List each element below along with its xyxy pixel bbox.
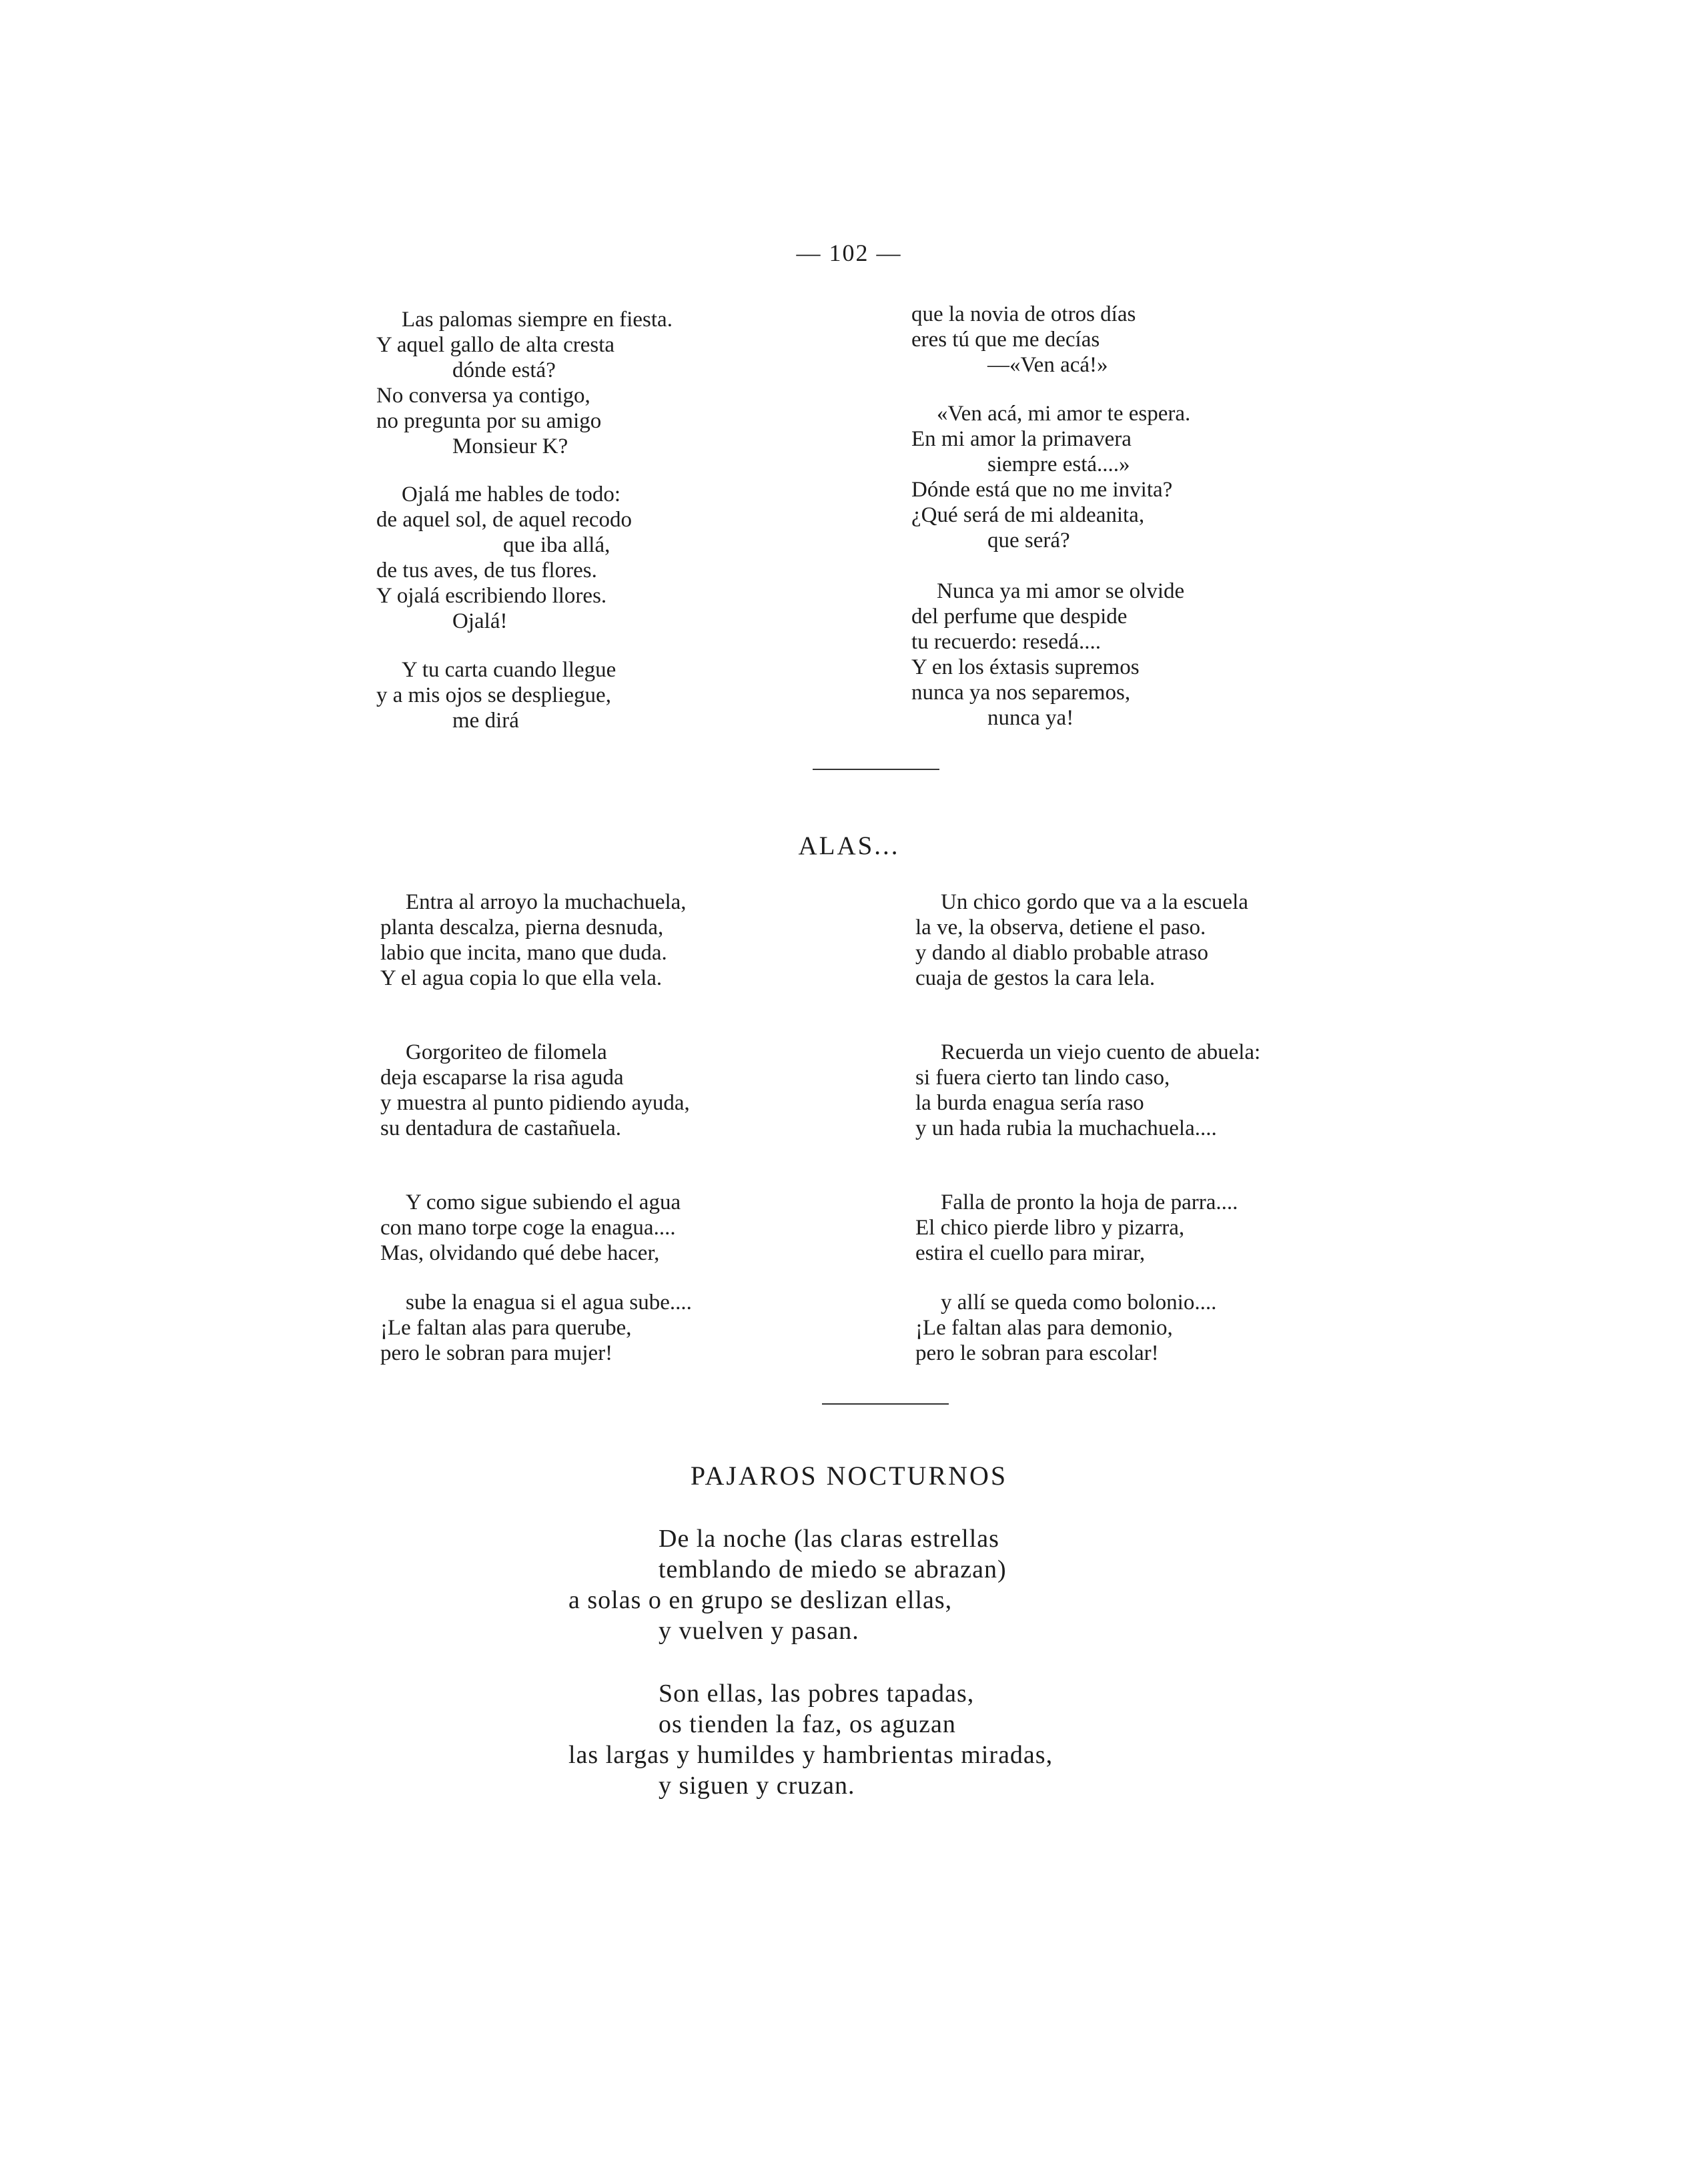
verse-line: Ojalá me hables de todo:: [402, 482, 621, 506]
verse-line: las largas y humildes y hambrientas miradas,: [568, 1741, 1053, 1769]
poem-stanza: [380, 1040, 690, 1141]
verse-line: y muestra al punto pidiendo ayuda,: [380, 1091, 690, 1115]
verse-line: y a mis ojos se despliegue,: [376, 683, 611, 707]
poem-stanza: [915, 889, 1248, 991]
verse-line: cuaja de gestos la cara lela.: [915, 966, 1156, 990]
poem-stanza: [380, 1190, 681, 1266]
verse-line: y un hada rubia la muchachuela....: [915, 1116, 1217, 1140]
verse-line: Y como sigue subiendo el agua: [406, 1190, 681, 1214]
verse-line: y vuelven y pasan.: [659, 1617, 859, 1645]
verse-line: El chico pierde libro y pizarra,: [915, 1216, 1185, 1240]
verse-line: dónde está?: [452, 358, 556, 382]
poem-stanza: [376, 482, 632, 634]
poem-stanza: [915, 1290, 1216, 1366]
verse-line: Entra al arroyo la muchachuela,: [406, 890, 687, 914]
verse-line: Las palomas siempre en fiesta.: [402, 308, 673, 332]
poem-stanza: [380, 1290, 692, 1366]
poem-stanza: [376, 657, 616, 733]
verse-line: Y tu carta cuando llegue: [402, 658, 616, 682]
verse-line: No conversa ya contigo,: [376, 384, 590, 408]
section-title: PAJAROS NOCTURNOS: [690, 1461, 1008, 1491]
verse-line: tu recuerdo: resedá....: [911, 630, 1102, 654]
verse-line: temblando de miedo se abrazan): [659, 1555, 1007, 1583]
verse-line: Y ojalá escribiendo llores.: [376, 584, 607, 608]
verse-line: os tienden la faz, os aguzan: [659, 1710, 956, 1738]
verse-line: nunca ya!: [987, 706, 1074, 730]
verse-line: Y en los éxtasis supremos: [911, 655, 1140, 679]
verse-line: y siguen y cruzan.: [659, 1772, 855, 1800]
verse-line: no pregunta por su amigo: [376, 409, 602, 433]
verse-line: y dando al diablo probable atraso: [915, 941, 1208, 965]
verse-line: En mi amor la primavera: [911, 427, 1132, 451]
verse-line: si fuera cierto tan lindo caso,: [915, 1066, 1170, 1090]
verse-line: la ve, la observa, detiene el paso.: [915, 916, 1206, 940]
verse-line: que la novia de otros días: [911, 302, 1136, 326]
verse-line: siempre está....»: [987, 452, 1130, 476]
verse-line: ¿Qué será de mi aldeanita,: [911, 503, 1145, 527]
poem-stanza: [915, 1040, 1260, 1141]
poem-stanza: [911, 579, 1184, 731]
verse-line: pero le sobran para escolar!: [915, 1341, 1159, 1365]
verse-line: Nunca ya mi amor se olvide: [937, 579, 1185, 603]
verse-line: ¡Le faltan alas para demonio,: [915, 1316, 1173, 1340]
section-divider: [822, 1403, 949, 1405]
verse-line: Recuerda un viejo cuento de abuela:: [941, 1040, 1261, 1064]
poem-stanza: [376, 307, 673, 459]
verse-line: Dónde está que no me invita?: [911, 478, 1173, 502]
verse-line: de tus aves, de tus flores.: [376, 559, 597, 583]
poem-stanza: [915, 1190, 1238, 1266]
verse-line: eres tú que me decías: [911, 328, 1100, 352]
verse-line: y allí se queda como bolonio....: [941, 1291, 1217, 1315]
verse-line: Mas, olvidando qué debe hacer,: [380, 1241, 660, 1265]
verse-line: su dentadura de castañuela.: [380, 1116, 622, 1140]
verse-line: a solas o en grupo se deslizan ellas,: [568, 1586, 953, 1614]
verse-line: Falla de pronto la hoja de parra....: [941, 1190, 1238, 1214]
verse-line: Son ellas, las pobres tapadas,: [659, 1680, 975, 1708]
verse-line: deja escaparse la risa aguda: [380, 1066, 624, 1090]
verse-line: ¡Le faltan alas para querube,: [380, 1316, 632, 1340]
verse-line: sube la enagua si el agua sube....: [406, 1291, 692, 1315]
poem-stanza: [568, 1678, 1053, 1801]
verse-line: me dirá: [452, 709, 519, 733]
verse-line: que iba allá,: [503, 533, 610, 557]
section-divider: [813, 769, 939, 770]
verse-line: que será?: [987, 528, 1070, 553]
poem-stanza: [911, 302, 1136, 378]
verse-line: pero le sobran para mujer!: [380, 1341, 613, 1365]
verse-line: la burda enagua sería raso: [915, 1091, 1144, 1115]
verse-line: de aquel sol, de aquel recodo: [376, 508, 632, 532]
verse-line: De la noche (las claras estrellas: [659, 1525, 999, 1553]
verse-line: labio que incita, mano que duda.: [380, 941, 667, 965]
verse-line: nunca ya nos separemos,: [911, 681, 1131, 705]
verse-line: —«Ven acá!»: [987, 353, 1108, 377]
verse-line: Gorgoriteo de filomela: [406, 1040, 607, 1064]
verse-line: Un chico gordo que va a la escuela: [941, 890, 1248, 914]
verse-line: del perfume que despide: [911, 605, 1128, 629]
verse-line: «Ven acá, mi amor te espera.: [937, 402, 1191, 426]
verse-line: Ojalá!: [452, 609, 508, 633]
page-number: — 102 —: [796, 240, 902, 266]
poem-stanza: [911, 401, 1190, 553]
poem-stanza: [380, 889, 687, 991]
verse-line: Y el agua copia lo que ella vela.: [380, 966, 663, 990]
section-title: ALAS...: [798, 831, 900, 860]
verse-line: con mano torpe coge la enagua....: [380, 1216, 676, 1240]
verse-line: estira el cuello para mirar,: [915, 1241, 1146, 1265]
verse-line: Monsieur K?: [452, 434, 568, 458]
verse-line: Y aquel gallo de alta cresta: [376, 333, 615, 357]
verse-line: planta descalza, pierna desnuda,: [380, 916, 664, 940]
poem-stanza: [568, 1523, 1007, 1646]
